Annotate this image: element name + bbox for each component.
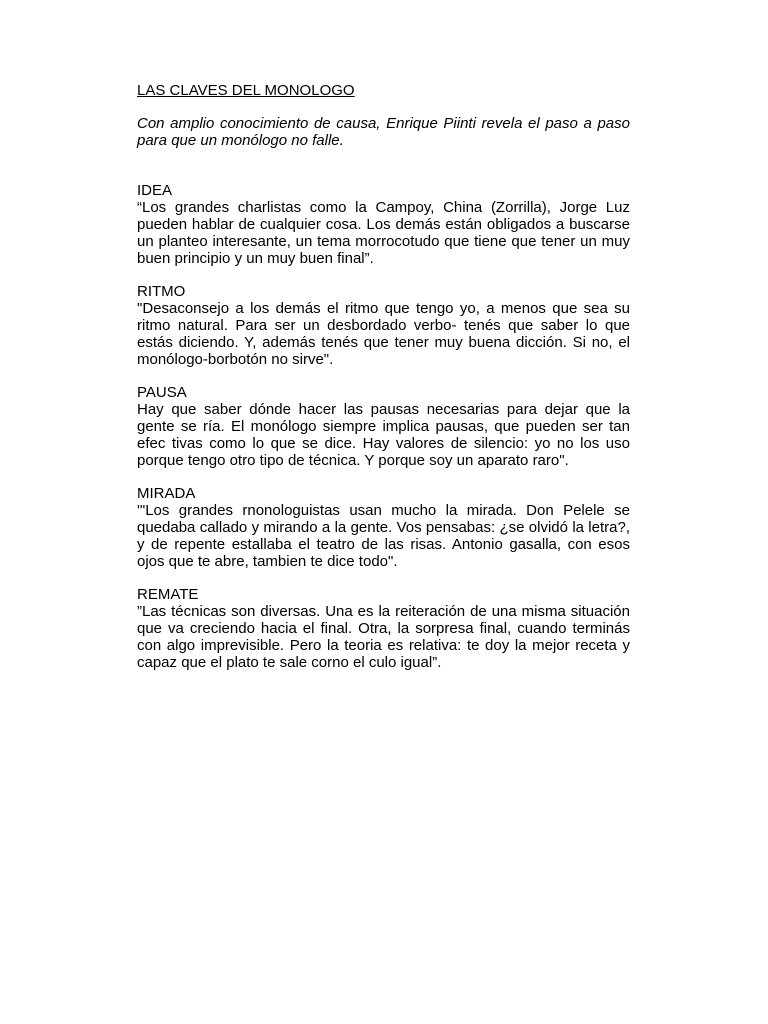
section-body: '"Los grandes rnonologuistas usan mucho la mirada. Don Pelele se quedaba callado y mirando a la gente. Vos pensabas: ¿se olvidó la letra?, y de repente estallaba el teatro de las risas. Antonio gasalla, con esos ojos que te abre, tambien te dice todo". [137,502,630,570]
sections-list [137,182,630,671]
section-heading: RITMO [137,283,186,300]
section-body: Hay que saber dónde hacer las pausas necesarias para dejar que la gente se ría. El monólogo siempre implica pausas, que pueden ser tan efec tivas como lo que se dice. Hay valores de silencio: yo no los uso porque tengo otro tipo de técnica. Y porque soy un aparato raro". [137,401,630,469]
document-intro: Con amplio conocimiento de causa, Enrique Piinti revela el paso a paso para que un monólogo no falle. [137,115,630,149]
section-heading: IDEA [137,182,173,199]
section-heading: PAUSA [137,384,187,401]
section-body: "Desaconsejo a los demás el ritmo que tengo yo, a menos que sea su ritmo natural. Para ser un desbordado verbo- tenés que saber lo que estás diciendo. Y, además tenés que tener muy buena dicción. Si no, el monólogo-borbotón no sirve". [137,300,630,368]
section-heading: REMATE [137,586,199,603]
section-pausa [137,384,630,469]
section-body: ”Las técnicas son diversas. Una es la reiteración de una misma situación que va creciendo hacia el final. Otra, la sorpresa final, cuando terminás con algo imprevisible. Pero la teoria es relativa: te doy la mejor receta y capaz que el plato te sale corno el culo igual”. [137,603,630,671]
section-ritmo [137,283,630,368]
section-remate [137,586,630,671]
section-body: “Los grandes charlistas como la Campoy, China (Zorrilla), Jorge Luz pueden hablar de cualquier cosa. Los demás están obligados a buscarse un planteo interesante, un tema morrocotudo que tiene que tener un muy buen principio y un muy buen final”. [137,199,630,267]
section-mirada [137,485,630,570]
document-body [137,82,630,687]
section-idea [137,182,630,267]
document-title: LAS CLAVES DEL MONOLOGO [137,82,355,99]
section-heading: MIRADA [137,485,196,502]
